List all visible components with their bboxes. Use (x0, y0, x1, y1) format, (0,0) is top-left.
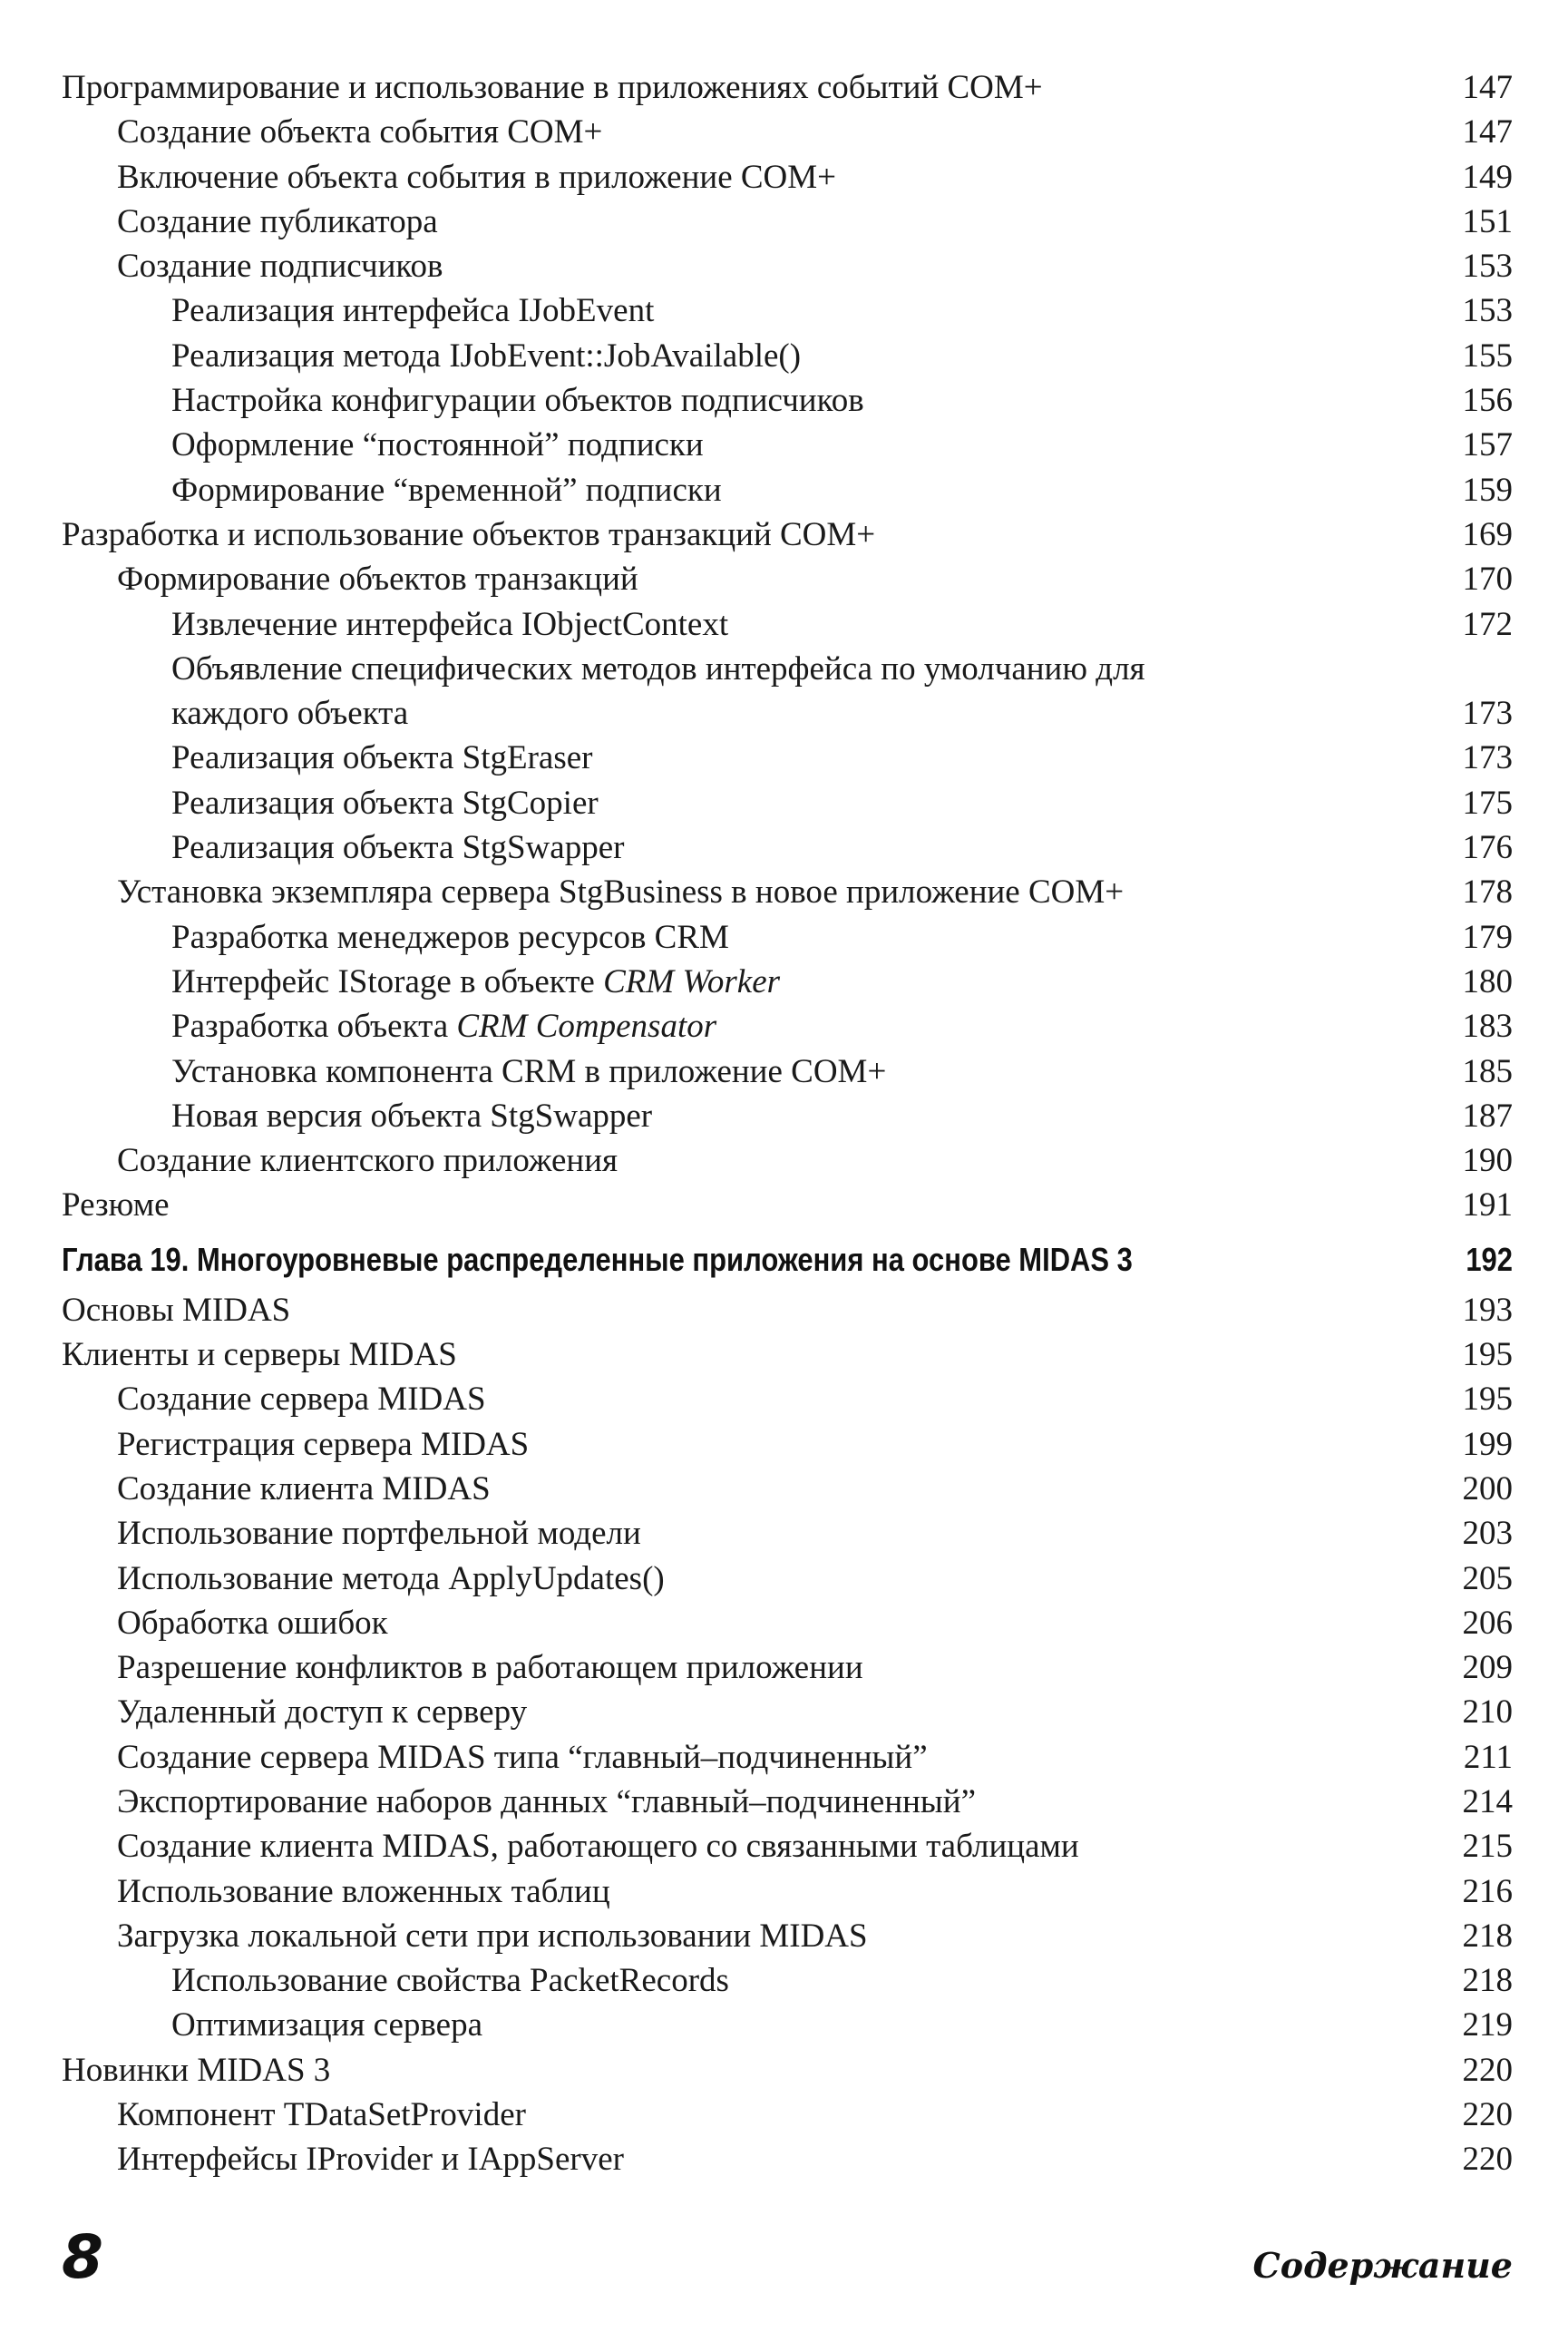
toc-entry-italic: CRM Worker (603, 962, 781, 1000)
toc-entry-page: 159 (1462, 471, 1513, 509)
toc-entry (62, 155, 1513, 200)
toc-entry-page: 157 (1462, 426, 1513, 464)
toc-entry (62, 423, 1513, 467)
toc-entry-page: 169 (1462, 515, 1513, 553)
toc-entry (62, 870, 1513, 914)
toc-entry (62, 1288, 1513, 1332)
toc-entry-page: 220 (1462, 2141, 1513, 2179)
toc-entry-title: Использование метода ApplyUpdates() (117, 1559, 665, 1597)
toc-entry-title: Использование портфельной модели (117, 1515, 641, 1553)
chapter-heading (62, 1239, 1513, 1281)
toc-entry (62, 1511, 1513, 1556)
toc-entry (62, 65, 1513, 110)
toc-entry-page: 199 (1462, 1425, 1513, 1463)
toc-entry (62, 468, 1513, 512)
toc-entry-title: Настройка конфигурации объектов подписчиков (171, 382, 864, 420)
toc-entry (62, 736, 1513, 780)
toc-entry-title: Разработка и использование объектов транзакций COM+ (62, 515, 876, 553)
toc-entry (62, 1138, 1513, 1183)
toc-entry-title: Объявление специфических методов интерфейса по умолчанию для (171, 649, 1145, 688)
toc-entry (62, 1183, 1513, 1227)
toc-entry-page: 155 (1462, 337, 1513, 375)
toc-entry-title: Оптимизация сервера (171, 2006, 483, 2044)
toc-entry-title: Экспортирование наборов данных “главный–подчиненный” (117, 1782, 977, 1820)
toc-entry-page: 218 (1462, 1962, 1513, 2000)
chapter-title: Глава 19. Многоуровневые распределенные приложения на основе MIDAS 3 (62, 1240, 1133, 1278)
toc-entry-page: 151 (1462, 202, 1513, 240)
toc-entry-page: 147 (1462, 113, 1513, 151)
chapter-page: 192 (1466, 1240, 1514, 1278)
toc-entry-title: Резюме (62, 1186, 170, 1225)
toc-entry-page: 185 (1462, 1052, 1513, 1090)
toc-entry-page: 209 (1462, 1649, 1513, 1687)
toc-entry-page: 172 (1462, 605, 1513, 643)
toc-entry (62, 691, 1513, 736)
toc-entry-title: Создание сервера MIDAS (117, 1381, 486, 1419)
toc-entry (62, 1645, 1513, 1690)
toc-entry-page: 156 (1462, 382, 1513, 420)
toc-entry-title: Создание клиента MIDAS, работающего со связанными таблицами (117, 1828, 1079, 1866)
chapter-toc-list (62, 1288, 1513, 2182)
toc-entry-title: Формирование “временной” подписки (171, 471, 722, 509)
toc-entry-title: Клиенты и серверы MIDAS (62, 1336, 457, 1374)
toc-list (62, 65, 1513, 1228)
toc-entry-title: каждого объекта (171, 695, 409, 733)
toc-entry-page: 153 (1462, 292, 1513, 330)
toc-entry (62, 1601, 1513, 1645)
toc-entry-title: Использование вложенных таблиц (117, 1872, 610, 1910)
toc-entry-page: 200 (1462, 1469, 1513, 1508)
toc-entry-title: Реализация метода IJobEvent::JobAvailable() (171, 337, 802, 375)
toc-entry-page: 211 (1463, 1738, 1513, 1776)
toc-entry-title: Интерфейс IStorage в объекте CRM Worker (171, 962, 781, 1000)
toc-entry (62, 2048, 1513, 2093)
toc-entry-page: 195 (1462, 1381, 1513, 1419)
toc-entry-page: 149 (1462, 158, 1513, 196)
toc-entry-page: 170 (1462, 561, 1513, 599)
toc-entry (62, 1556, 1513, 1601)
toc-entry-page: 190 (1462, 1142, 1513, 1180)
toc-entry (62, 2093, 1513, 2137)
toc-entry (62, 1824, 1513, 1869)
toc-entry (62, 960, 1513, 1004)
toc-entry (62, 1869, 1513, 1914)
toc-entry (62, 512, 1513, 557)
toc-entry (62, 1735, 1513, 1780)
toc-entry (62, 1004, 1513, 1049)
toc-entry-title: Создание клиента MIDAS (117, 1469, 491, 1508)
toc-entry (62, 1914, 1513, 1958)
toc-entry-title: Обработка ошибок (117, 1604, 388, 1642)
running-title: Содержание (1252, 2245, 1513, 2286)
toc-entry-page: 187 (1462, 1097, 1513, 1135)
toc-entry-page: 183 (1462, 1008, 1513, 1046)
toc-entry-page: 220 (1462, 2096, 1513, 2134)
page-footer (62, 2222, 1513, 2292)
toc-entry (62, 781, 1513, 825)
toc-entry (62, 557, 1513, 601)
toc-entry (62, 2003, 1513, 2047)
toc-entry-title: Реализация объекта StgCopier (171, 784, 599, 822)
toc-entry-page: 216 (1462, 1872, 1513, 1910)
toc-entry (62, 602, 1513, 647)
toc-entry (62, 200, 1513, 244)
toc-entry (62, 288, 1513, 333)
toc-entry-italic: CRM Compensator (456, 1008, 717, 1046)
toc-entry-title: Интерфейсы IProvider и IAppServer (117, 2141, 624, 2179)
toc-entry-title: Основы MIDAS (62, 1291, 291, 1329)
toc-entry (62, 2137, 1513, 2181)
toc-entry (62, 647, 1513, 691)
toc-entry (62, 825, 1513, 870)
toc-entry-title: Компонент TDataSetProvider (117, 2096, 526, 2134)
toc-entry (62, 1690, 1513, 1734)
toc-entry (62, 378, 1513, 423)
toc-entry (62, 1094, 1513, 1138)
toc-entry-title: Реализация объекта StgSwapper (171, 829, 625, 867)
toc-entry-title: Разработка менеджеров ресурсов CRM (171, 918, 729, 956)
toc-page (62, 65, 1513, 2182)
toc-entry-title: Создание подписчиков (117, 248, 443, 286)
toc-entry-title: Оформление “постоянной” подписки (171, 426, 704, 464)
page-number: 8 (62, 2222, 103, 2292)
toc-entry (62, 1332, 1513, 1377)
toc-entry (62, 1467, 1513, 1511)
toc-entry-title: Реализация интерфейса IJobEvent (171, 292, 655, 330)
toc-entry-page: 173 (1462, 695, 1513, 733)
toc-entry-title: Создание объекта события COM+ (117, 113, 603, 151)
toc-entry-page: 210 (1462, 1693, 1513, 1732)
toc-entry-page: 215 (1462, 1828, 1513, 1866)
toc-entry-page: 205 (1462, 1559, 1513, 1597)
toc-entry (62, 244, 1513, 288)
toc-entry-title: Создание клиентского приложения (117, 1142, 618, 1180)
toc-entry-page: 173 (1462, 739, 1513, 777)
toc-entry-page: 195 (1462, 1336, 1513, 1374)
toc-entry-page: 214 (1462, 1782, 1513, 1820)
toc-entry-title: Загрузка локальной сети при использовании MIDAS (117, 1917, 868, 1955)
toc-entry-title: Извлечение интерфейса IObjectContext (171, 605, 729, 643)
toc-entry-title: Реализация объекта StgEraser (171, 739, 593, 777)
toc-entry (62, 334, 1513, 378)
toc-entry-page: 176 (1462, 829, 1513, 867)
toc-entry-page: 193 (1462, 1291, 1513, 1329)
toc-entry-title: Регистрация сервера MIDAS (117, 1425, 530, 1463)
toc-entry (62, 1422, 1513, 1467)
toc-entry-title: Установка компонента CRM в приложение COM+ (171, 1052, 887, 1090)
toc-entry (62, 110, 1513, 154)
toc-entry-title: Использование свойства PacketRecords (171, 1962, 729, 2000)
toc-entry (62, 1049, 1513, 1094)
toc-entry-page: 203 (1462, 1515, 1513, 1553)
toc-entry-title: Программирование и использование в приложениях событий COM+ (62, 69, 1043, 106)
toc-entry-title: Включение объекта события в приложение COM+ (117, 158, 837, 196)
toc-entry-page: 147 (1462, 69, 1513, 106)
toc-entry-title: Создание публикатора (117, 202, 438, 240)
toc-entry-page: 219 (1462, 2006, 1513, 2044)
toc-entry-title: Установка экземпляра сервера StgBusiness в новое приложение COM+ (117, 873, 1125, 912)
toc-entry-title: Разработка объекта CRM Compensator (171, 1008, 717, 1046)
toc-entry (62, 1377, 1513, 1421)
toc-entry-title: Формирование объектов транзакций (117, 561, 638, 599)
toc-entry (62, 915, 1513, 960)
toc-entry-page: 218 (1462, 1917, 1513, 1955)
toc-entry-page: 191 (1462, 1186, 1513, 1225)
toc-entry-title: Новая версия объекта StgSwapper (171, 1097, 653, 1135)
toc-entry-page: 178 (1462, 873, 1513, 912)
toc-entry-page: 153 (1462, 248, 1513, 286)
toc-entry-title: Создание сервера MIDAS типа “главный–подчиненный” (117, 1738, 928, 1776)
toc-entry-page: 180 (1462, 962, 1513, 1000)
toc-entry-page: 175 (1462, 784, 1513, 822)
toc-entry (62, 1780, 1513, 1824)
toc-entry-title: Разрешение конфликтов в работающем приложении (117, 1649, 863, 1687)
toc-entry-page: 179 (1462, 918, 1513, 956)
toc-entry-page: 206 (1462, 1604, 1513, 1642)
toc-entry (62, 1958, 1513, 2003)
toc-entry-title: Удаленный доступ к серверу (117, 1693, 528, 1732)
toc-entry-page: 220 (1462, 2051, 1513, 2089)
toc-entry-title: Новинки MIDAS 3 (62, 2051, 331, 2089)
